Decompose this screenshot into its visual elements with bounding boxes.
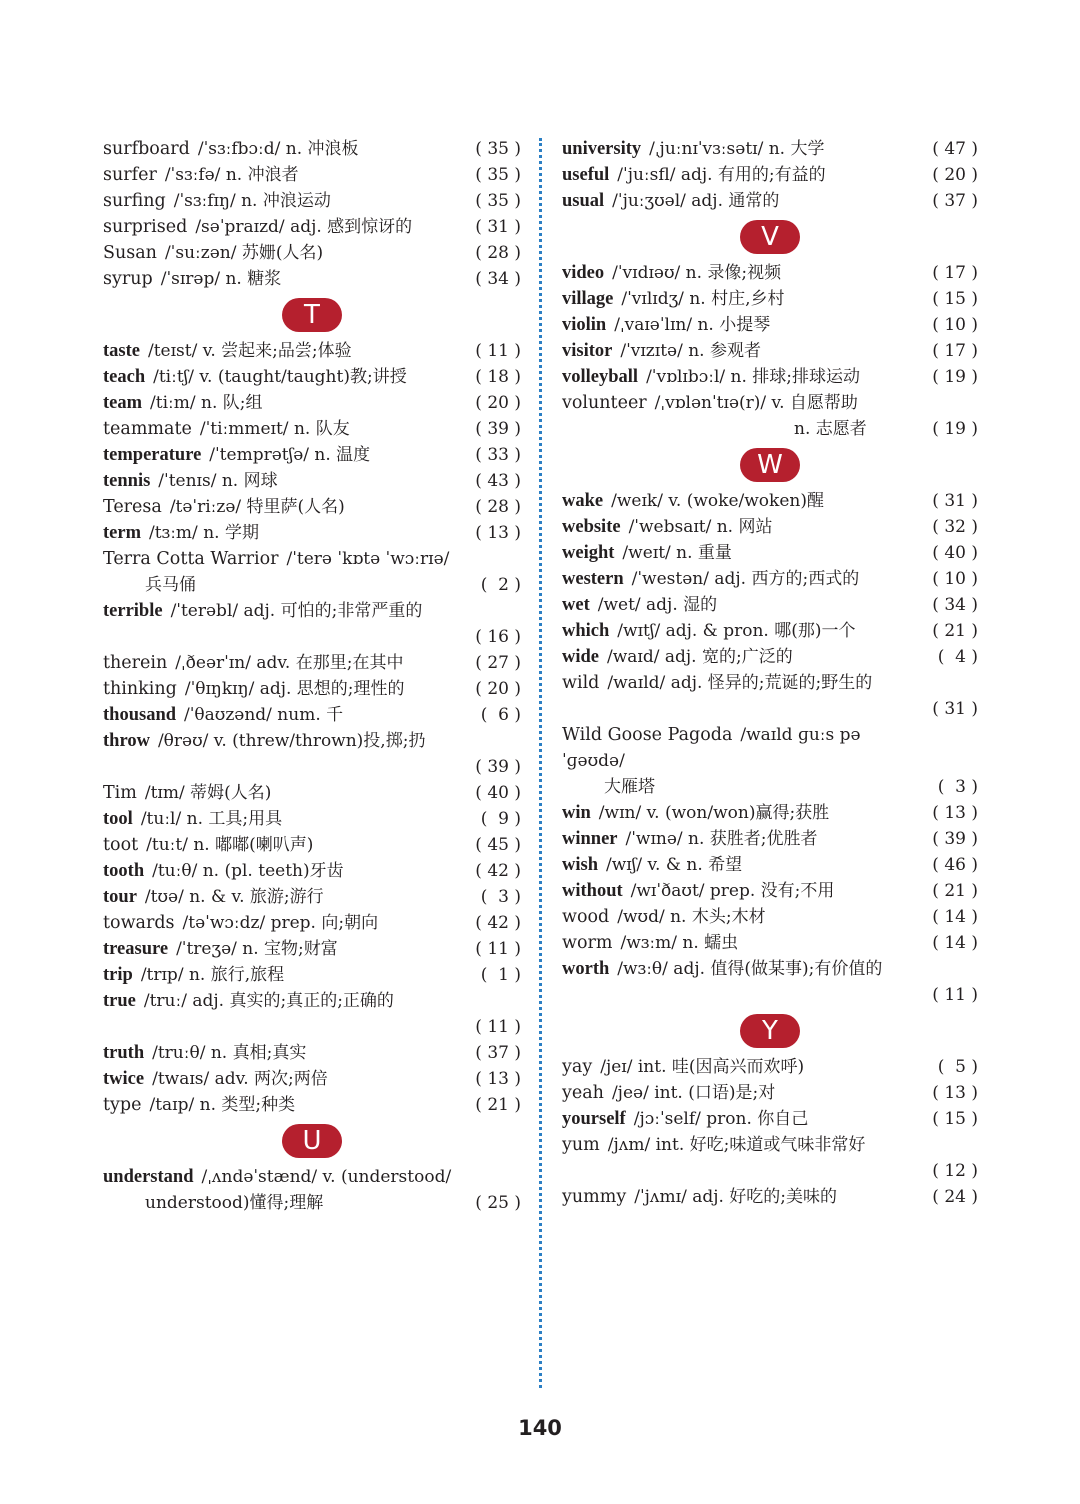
headword: surfboard <box>103 139 190 159</box>
entry-definition: /wet/ adj. 湿的 <box>597 595 718 615</box>
headword: Susan <box>103 243 157 263</box>
unit-ref: ( 34 ) <box>932 595 978 615</box>
entry-definition: /jɔːˈself/ pron. 你自己 <box>633 1109 809 1129</box>
entry-wish <box>562 852 978 878</box>
entry-teresa <box>103 494 521 520</box>
entry-definition: /wɪtʃ/ adj. & pron. 哪(那)一个 <box>617 621 856 641</box>
entry-term <box>103 520 521 546</box>
entry-wild <box>562 670 978 722</box>
entry-definition: /tʊə/ n. & v. 旅游;游行 <box>144 887 324 907</box>
entry-wild-goose-pagoda <box>562 722 978 800</box>
unit-ref: ( 31 ) <box>932 491 978 511</box>
entry-definition: /ˈsuːzən/ 苏姗(人名) <box>164 243 324 263</box>
entry-university <box>562 136 978 162</box>
entry-worm <box>562 930 978 956</box>
entry-twice <box>103 1066 521 1092</box>
entry-teammate <box>103 416 521 442</box>
headword: tour <box>103 887 137 907</box>
unit-ref: ( 5 ) <box>937 1057 978 1077</box>
unit-ref: ( 12 ) <box>932 1161 978 1181</box>
unit-ref: ( 13 ) <box>475 523 521 543</box>
entry-website <box>562 514 978 540</box>
entry-yourself <box>562 1106 978 1132</box>
entry-definition: /tɪm/ 蒂姆(人名) <box>144 783 272 803</box>
section-header-v <box>562 214 978 260</box>
entry-definition: /ˈtemprətʃə/ n. 温度 <box>209 445 371 465</box>
entry-understand <box>103 1164 521 1216</box>
headword: violin <box>562 315 607 335</box>
entry-definition: /tuːθ/ n. (pl. teeth)牙齿 <box>152 861 344 881</box>
headword: yourself <box>562 1109 626 1129</box>
headword: teach <box>103 367 146 387</box>
unit-ref: ( 35 ) <box>475 139 521 159</box>
section-header-u <box>103 1118 521 1164</box>
unit-ref: ( 42 ) <box>475 913 521 933</box>
unit-ref: ( 25 ) <box>475 1193 521 1213</box>
headword: type <box>103 1095 142 1115</box>
entry-terrible <box>103 598 521 650</box>
entry-which <box>562 618 978 644</box>
unit-ref: ( 35 ) <box>475 191 521 211</box>
headword: term <box>103 523 141 543</box>
left-column <box>103 136 521 1216</box>
entry-definition: /ˈsɜːfɪŋ/ n. 冲浪运动 <box>173 191 331 211</box>
unit-ref: ( 13 ) <box>932 803 978 823</box>
unit-ref: ( 14 ) <box>932 907 978 927</box>
headword: thousand <box>103 705 177 725</box>
headword: team <box>103 393 143 413</box>
entry-definition: /wɜːm/ n. 蠕虫 <box>620 933 739 953</box>
unit-ref: ( 39 ) <box>475 757 521 777</box>
entry-toot <box>103 832 521 858</box>
entry-definition: /ˈtreʒə/ n. 宝物;财富 <box>176 939 338 959</box>
entry-winner <box>562 826 978 852</box>
headword: toot <box>103 835 139 855</box>
unit-ref: ( 13 ) <box>932 1083 978 1103</box>
entry-wide <box>562 644 978 670</box>
unit-ref: ( 3 ) <box>480 887 521 907</box>
headword: trip <box>103 965 133 985</box>
entry-worth <box>562 956 978 1008</box>
entry-throw <box>103 728 521 780</box>
unit-ref: ( 14 ) <box>932 933 978 953</box>
entry-team <box>103 390 521 416</box>
entry-definition: /wɪˈðaʊt/ prep. 没有;不用 <box>630 881 835 901</box>
unit-ref: ( 18 ) <box>475 367 521 387</box>
letter-badge-u: U <box>282 1124 342 1158</box>
entry-definition: /ˌvaɪəˈlɪn/ n. 小提琴 <box>614 315 771 335</box>
headword: volleyball <box>562 367 639 387</box>
headword: wet <box>562 595 590 615</box>
headword: video <box>562 263 605 283</box>
letter-badge-t: T <box>282 298 342 332</box>
entry-violin <box>562 312 978 338</box>
entry-definition: /waɪld ɡuːs pəˈɡəʊdə/ <box>562 725 861 771</box>
unit-ref: ( 1 ) <box>480 965 521 985</box>
entry-volleyball <box>562 364 978 390</box>
headword: worth <box>562 959 610 979</box>
entry-tim <box>103 780 521 806</box>
unit-ref: ( 21 ) <box>932 621 978 641</box>
headword: Wild Goose Pagoda <box>562 725 733 745</box>
entry-definition: /ˈvɒlɪbɔːl/ n. 排球;排球运动 <box>646 367 861 387</box>
headword: temperature <box>103 445 202 465</box>
entry-definition: /tɜːm/ n. 学期 <box>149 523 259 543</box>
entry-definition: /ˈwebsaɪt/ n. 网站 <box>628 517 773 537</box>
entry-thinking <box>103 676 521 702</box>
headword: usual <box>562 191 605 211</box>
unit-ref: ( 47 ) <box>932 139 978 159</box>
unit-ref: ( 40 ) <box>475 783 521 803</box>
unit-ref: ( 39 ) <box>475 419 521 439</box>
headword: towards <box>103 913 175 933</box>
unit-ref: ( 20 ) <box>475 393 521 413</box>
headword: without <box>562 881 623 901</box>
entry-definition: /ˈsɜːfbɔːd/ n. 冲浪板 <box>197 139 359 159</box>
entry-definition: /ˈθaʊzənd/ num. 千 <box>184 705 344 725</box>
entry-win <box>562 800 978 826</box>
letter-badge-y: Y <box>740 1014 800 1048</box>
entry-definition: /tuːt/ n. 嘟嘟(喇叭声) <box>146 835 314 855</box>
headword: surfing <box>103 191 166 211</box>
entry-usual <box>562 188 978 214</box>
entry-definition: /taɪp/ n. 类型;种类 <box>149 1095 296 1115</box>
entry-tennis <box>103 468 521 494</box>
column-divider <box>539 138 542 1388</box>
headword: win <box>562 803 591 823</box>
unit-ref: ( 11 ) <box>475 939 521 959</box>
headword: village <box>562 289 614 309</box>
entry-temperature <box>103 442 521 468</box>
headword: thinking <box>103 679 177 699</box>
headword: volunteer <box>562 393 647 413</box>
entry-village <box>562 286 978 312</box>
entry-terra-cotta-warrior <box>103 546 521 598</box>
headword: understand <box>103 1167 194 1187</box>
unit-ref: ( 15 ) <box>932 289 978 309</box>
entry-definition: /ˈwɪnə/ n. 获胜者;优胜者 <box>625 829 818 849</box>
headword: worm <box>562 933 613 953</box>
headword: yummy <box>562 1187 627 1207</box>
entry-definition: /twaɪs/ adv. 两次;两倍 <box>152 1069 328 1089</box>
unit-ref: ( 17 ) <box>932 263 978 283</box>
entry-definition: /teɪst/ v. 尝起来;品尝;体验 <box>147 341 352 361</box>
headword: yay <box>562 1057 593 1077</box>
entry-definition: /ˌðeərˈɪn/ adv. 在那里;在其中 <box>175 653 404 673</box>
unit-ref: ( 10 ) <box>932 569 978 589</box>
unit-ref: ( 32 ) <box>932 517 978 537</box>
unit-ref: ( 39 ) <box>932 829 978 849</box>
unit-ref: ( 9 ) <box>480 809 521 829</box>
headword: winner <box>562 829 618 849</box>
headword: wish <box>562 855 598 875</box>
section-header-t <box>103 292 521 338</box>
unit-ref: ( 42 ) <box>475 861 521 881</box>
headword: wood <box>562 907 610 927</box>
entry-without <box>562 878 978 904</box>
unit-ref: ( 46 ) <box>932 855 978 875</box>
entry-definition: /ˈvɪdɪəʊ/ n. 录像;视频 <box>612 263 782 283</box>
unit-ref: ( 20 ) <box>475 679 521 699</box>
entry-western <box>562 566 978 592</box>
headword: treasure <box>103 939 169 959</box>
entry-weight <box>562 540 978 566</box>
section-header-y <box>562 1008 978 1054</box>
entry-surfing <box>103 188 521 214</box>
letter-badge-w: W <box>740 448 800 482</box>
entry-definition: /tuːl/ n. 工具;用具 <box>140 809 283 829</box>
unit-ref: ( 40 ) <box>932 543 978 563</box>
entry-definition: /truːθ/ n. 真相;真实 <box>152 1043 307 1063</box>
headword: throw <box>103 731 150 751</box>
unit-ref: ( 17 ) <box>932 341 978 361</box>
entry-wood <box>562 904 978 930</box>
entry-surfboard <box>103 136 521 162</box>
entry-true <box>103 988 521 1040</box>
entry-surprised <box>103 214 521 240</box>
headword: true <box>103 991 136 1011</box>
headword: wild <box>562 673 600 693</box>
unit-ref: ( 20 ) <box>932 165 978 185</box>
entry-towards <box>103 910 521 936</box>
headword: Teresa <box>103 497 162 517</box>
entry-continuation: 兵马俑 <box>145 575 196 595</box>
headword: wake <box>562 491 604 511</box>
entry-definition: /truː/ adj. 真实的;真正的;正确的 <box>143 991 394 1011</box>
entry-definition: /wɪn/ v. (won/won)赢得;获胜 <box>598 803 830 823</box>
entry-definition: /waɪld/ adj. 怪异的;荒诞的;野生的 <box>607 673 873 693</box>
entry-surfer <box>103 162 521 188</box>
headword: yum <box>562 1135 600 1155</box>
entry-definition: /tiːtʃ/ v. (taught/taught)教;讲授 <box>153 367 407 387</box>
unit-ref: ( 27 ) <box>475 653 521 673</box>
page-number: 140 <box>518 1416 562 1440</box>
unit-ref: ( 11 ) <box>932 985 978 1005</box>
unit-ref: ( 28 ) <box>475 497 521 517</box>
entry-continuation: understood)懂得;理解 <box>145 1193 324 1213</box>
unit-ref: ( 24 ) <box>932 1187 978 1207</box>
entry-definition: /ˈvɪlɪdʒ/ n. 村庄,乡村 <box>621 289 785 309</box>
unit-ref: ( 11 ) <box>475 1017 521 1037</box>
unit-ref: ( 4 ) <box>937 647 978 667</box>
entry-yummy <box>562 1184 978 1210</box>
headword: surprised <box>103 217 188 237</box>
entry-definition: /wʊd/ n. 木头;木材 <box>617 907 766 927</box>
headword: western <box>562 569 624 589</box>
headword: which <box>562 621 610 641</box>
entry-definition: /ˈsɜːfə/ n. 冲浪者 <box>164 165 299 185</box>
entry-definition: /waɪd/ adj. 宽的;广泛的 <box>607 647 793 667</box>
headword: weight <box>562 543 615 563</box>
headword: Tim <box>103 783 137 803</box>
entry-susan <box>103 240 521 266</box>
unit-ref: ( 21 ) <box>475 1095 521 1115</box>
entry-definition: /ˈjuːʒʊəl/ adj. 通常的 <box>612 191 780 211</box>
unit-ref: ( 15 ) <box>932 1109 978 1129</box>
unit-ref: ( 33 ) <box>475 445 521 465</box>
unit-ref: ( 37 ) <box>475 1043 521 1063</box>
entry-definition: /ˈtiːmmeɪt/ n. 队友 <box>199 419 350 439</box>
entry-definition: /ˈterəbl/ adj. 可怕的;非常严重的 <box>170 601 423 621</box>
entry-visitor <box>562 338 978 364</box>
headword: twice <box>103 1069 145 1089</box>
right-column <box>562 136 978 1210</box>
headword: Terra Cotta Warrior <box>103 549 279 569</box>
entry-definition: /tiːm/ n. 队;组 <box>150 393 263 413</box>
entry-definition: /təˈwɔːdz/ prep. 向;朝向 <box>182 913 379 933</box>
entry-taste <box>103 338 521 364</box>
headword: therein <box>103 653 168 673</box>
headword: yeah <box>562 1083 604 1103</box>
unit-ref: ( 34 ) <box>475 269 521 289</box>
entry-definition: /θrəʊ/ v. (threw/thrown)投,掷;扔 <box>157 731 426 751</box>
entry-type <box>103 1092 521 1118</box>
letter-badge-v: V <box>740 220 800 254</box>
entry-volunteer <box>562 390 978 442</box>
entry-video <box>562 260 978 286</box>
entry-wake <box>562 488 978 514</box>
entry-tooth <box>103 858 521 884</box>
entry-definition: /ˈwestən/ adj. 西方的;西式的 <box>631 569 860 589</box>
entry-definition: /səˈpraɪzd/ adj. 感到惊讶的 <box>195 217 413 237</box>
unit-ref: ( 6 ) <box>480 705 521 725</box>
headword: surfer <box>103 165 157 185</box>
entry-yeah <box>562 1080 978 1106</box>
unit-ref: ( 35 ) <box>475 165 521 185</box>
entry-definition: /wɜːθ/ adj. 值得(做某事);有价值的 <box>617 959 883 979</box>
headword: university <box>562 139 642 159</box>
entry-definition: /weɪk/ v. (woke/woken)醒 <box>611 491 824 511</box>
headword: syrup <box>103 269 153 289</box>
entry-wet <box>562 592 978 618</box>
entry-truth <box>103 1040 521 1066</box>
entry-definition: /wɪʃ/ v. & n. 希望 <box>606 855 743 875</box>
entry-definition: /ˈjʌmɪ/ adj. 好吃的;美味的 <box>634 1187 838 1207</box>
entry-continuation: n. 志愿者 <box>794 419 867 439</box>
unit-ref: ( 28 ) <box>475 243 521 263</box>
headword: website <box>562 517 621 537</box>
entry-yay <box>562 1054 978 1080</box>
headword: tool <box>103 809 133 829</box>
headword: tennis <box>103 471 151 491</box>
entry-definition: /ˈvɪzɪtə/ n. 参观者 <box>620 341 761 361</box>
unit-ref: ( 31 ) <box>475 217 521 237</box>
entry-definition: /ˈθɪŋkɪŋ/ adj. 思想的;理性的 <box>184 679 405 699</box>
entry-definition: /ˈjuːsfl/ adj. 有用的;有益的 <box>617 165 826 185</box>
headword: truth <box>103 1043 145 1063</box>
entry-definition: /ˌvɒlənˈtɪə(r)/ v. 自愿帮助 <box>654 393 858 413</box>
entry-tour <box>103 884 521 910</box>
entry-definition: /jeə/ int. (口语)是;对 <box>611 1083 776 1103</box>
section-header-w <box>562 442 978 488</box>
entry-trip <box>103 962 521 988</box>
entry-definition: /təˈriːzə/ 特里萨(人名) <box>169 497 345 517</box>
unit-ref: ( 11 ) <box>475 341 521 361</box>
unit-ref: ( 45 ) <box>475 835 521 855</box>
unit-ref: ( 37 ) <box>932 191 978 211</box>
entry-teach <box>103 364 521 390</box>
unit-ref: ( 13 ) <box>475 1069 521 1089</box>
headword: useful <box>562 165 610 185</box>
unit-ref: ( 19 ) <box>932 419 978 439</box>
entry-yum <box>562 1132 978 1184</box>
unit-ref: ( 43 ) <box>475 471 521 491</box>
entry-definition: /trɪp/ n. 旅行,旅程 <box>140 965 285 985</box>
unit-ref: ( 10 ) <box>932 315 978 335</box>
entry-definition: /ˈsɪrəp/ n. 糖浆 <box>160 269 282 289</box>
unit-ref: ( 19 ) <box>932 367 978 387</box>
entry-definition: /ˈtenɪs/ n. 网球 <box>158 471 278 491</box>
headword: terrible <box>103 601 163 621</box>
entry-continuation: 大雁塔 <box>604 777 655 797</box>
unit-ref: ( 16 ) <box>475 627 521 647</box>
unit-ref: ( 21 ) <box>932 881 978 901</box>
headword: tooth <box>103 861 145 881</box>
entry-syrup <box>103 266 521 292</box>
entry-tool <box>103 806 521 832</box>
entry-treasure <box>103 936 521 962</box>
headword: taste <box>103 341 140 361</box>
entry-definition: /jeɪ/ int. 哇(因高兴而欢呼) <box>600 1057 805 1077</box>
entry-definition: /ˌjuːnɪˈvɜːsətɪ/ n. 大学 <box>649 139 825 159</box>
entry-definition: /ˌʌndəˈstænd/ v. (understood/ <box>201 1167 452 1187</box>
headword: visitor <box>562 341 613 361</box>
unit-ref: ( 3 ) <box>937 777 978 797</box>
unit-ref: ( 2 ) <box>480 575 521 595</box>
entry-therein <box>103 650 521 676</box>
entry-thousand <box>103 702 521 728</box>
entry-definition: /weɪt/ n. 重量 <box>622 543 732 563</box>
entry-definition: /ˈterə ˈkɒtə ˈwɔːrɪə/ <box>286 549 450 569</box>
entry-definition: /jʌm/ int. 好吃;味道或气味非常好 <box>607 1135 866 1155</box>
headword: wide <box>562 647 599 667</box>
unit-ref: ( 31 ) <box>932 699 978 719</box>
headword: teammate <box>103 419 192 439</box>
entry-useful <box>562 162 978 188</box>
